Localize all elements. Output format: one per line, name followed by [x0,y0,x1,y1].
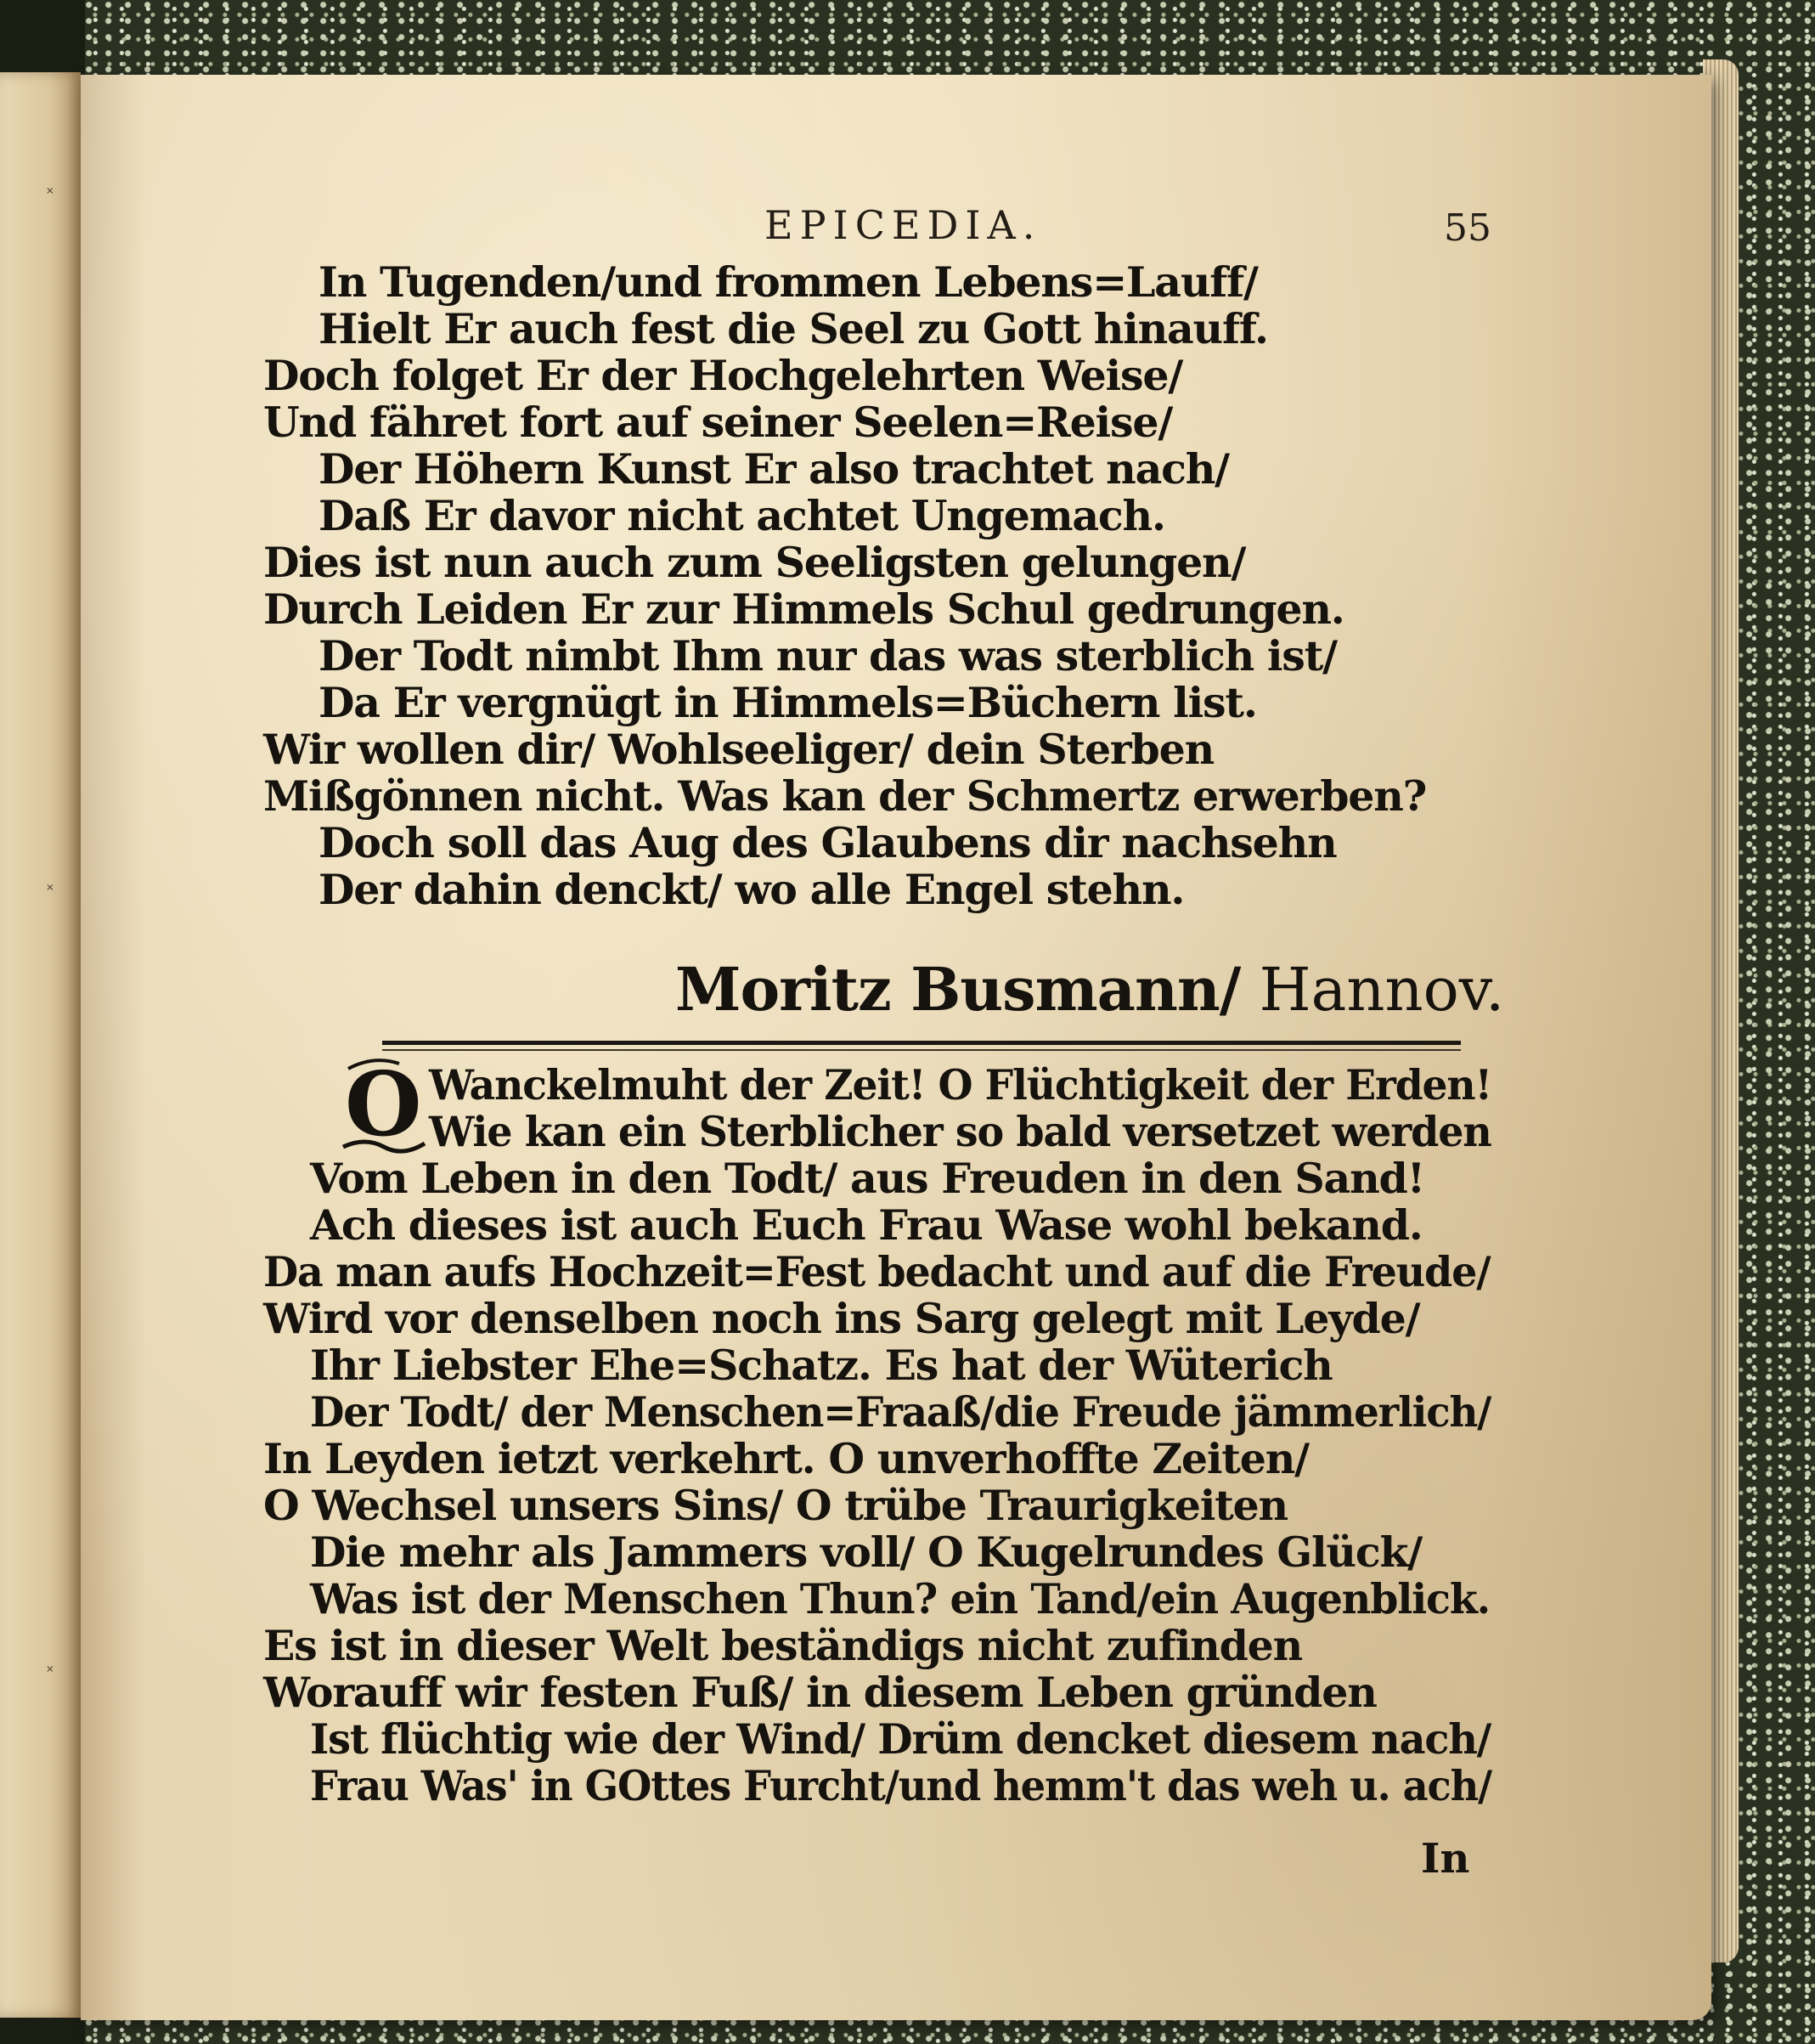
poem-line: Wanckelmuht der Zeit! O Flüchtigkeit der Erden! [429,1060,1492,1110]
author-name: Moritz Busmann/ [675,954,1241,1025]
poem-line: Frau Was' in GOttes Furcht/und hemm't das weh u. ach/ [310,1761,1491,1810]
poem-line: Mißgönnen nicht. Was kan der Schmertz erwerben? [263,771,1427,821]
book-page [81,75,1711,2020]
poem-line: Doch folget Er der Hochgelehrten Weise/ [263,351,1183,400]
facing-page-edge [0,72,81,2018]
poem-line: Der dahin denckt/ wo alle Engel stehn. [318,865,1185,914]
page-text [81,75,1711,2020]
poem-line: Durch Leiden Er zur Himmels Schul gedrungen. [263,584,1344,634]
poem-line: O Wechsel unsers Sins/ O trübe Traurigkeiten [263,1481,1288,1530]
poem-line: Der Todt/ der Menschen=Fraaß/die Freude jämmerlich/ [310,1387,1491,1437]
section-divider-thin [382,1049,1461,1051]
poem-line: Der Höhern Kunst Er also trachtet nach/ [318,444,1229,494]
binding-stitch: ˟ [47,1662,54,1682]
poem-line: Und fähret fort auf seiner Seelen=Reise/ [263,398,1173,447]
drop-cap-letter: O [345,1052,422,1154]
poem-line: Ist flüchtig wie der Wind/ Drüm dencket diesem nach/ [310,1714,1491,1764]
poem-line: Der Todt nimbt Ihm nur das was sterblich ist/ [318,631,1337,680]
poem-line: Dies ist nun auch zum Seeligsten gelungen/ [263,538,1246,587]
poem-line: Wird vor denselben noch ins Sarg gelegt mit Leyde/ [263,1294,1420,1343]
page-number: 55 [1444,206,1491,250]
section-divider [382,1041,1461,1045]
author-signature [675,954,1504,1025]
running-title: EPICEDIA. [764,202,1042,248]
poem-line: Die mehr als Jammers voll/ O Kugelrundes Glück/ [310,1527,1422,1577]
poem-line: In Leyden ietzt verkehrt. O unverhoffte Zeiten/ [263,1434,1309,1483]
poem-line: Ihr Liebster Ehe=Schatz. Es hat der Wüterich [310,1341,1333,1390]
author-place: Hannov. [1259,955,1505,1025]
poem-line: Doch soll das Aug des Glaubens dir nachsehn [318,818,1337,867]
binding-stitch: ˟ [47,880,54,901]
drop-cap-o [340,1052,429,1154]
poem-line: Da man aufs Hochzeit=Fest bedacht und auf die Freude/ [263,1247,1491,1296]
catchword: In [1421,1835,1470,1883]
poem-line: Da Er vergnügt in Himmels=Büchern list. [318,678,1257,727]
poem-line: Hielt Er auch fest die Seel zu Gott hinauff. [318,304,1268,353]
poem-line: In Tugenden/und frommen Lebens=Lauff/ [318,257,1258,307]
poem-line: Daß Er davor nicht achtet Ungemach. [318,491,1165,540]
poem-line: Wir wollen dir/ Wohlseeliger/ dein Sterben [263,725,1214,774]
poem-line: Was ist der Menschen Thun? ein Tand/ein Augenblick. [310,1574,1491,1623]
poem-line: Wie kan ein Sterblicher so bald versetzet werden [429,1107,1491,1156]
poem-line: Worauff wir festen Fuß/ in diesem Leben gründen [263,1668,1377,1717]
poem-line: Es ist in dieser Welt beständigs nicht zufinden [263,1621,1303,1670]
binding-stitch: ˟ [47,184,54,204]
poem-line: Vom Leben in den Todt/ aus Freuden in den Sand! [310,1154,1424,1203]
poem-line: Ach dieses ist auch Euch Frau Wase wohl bekand. [310,1200,1423,1250]
